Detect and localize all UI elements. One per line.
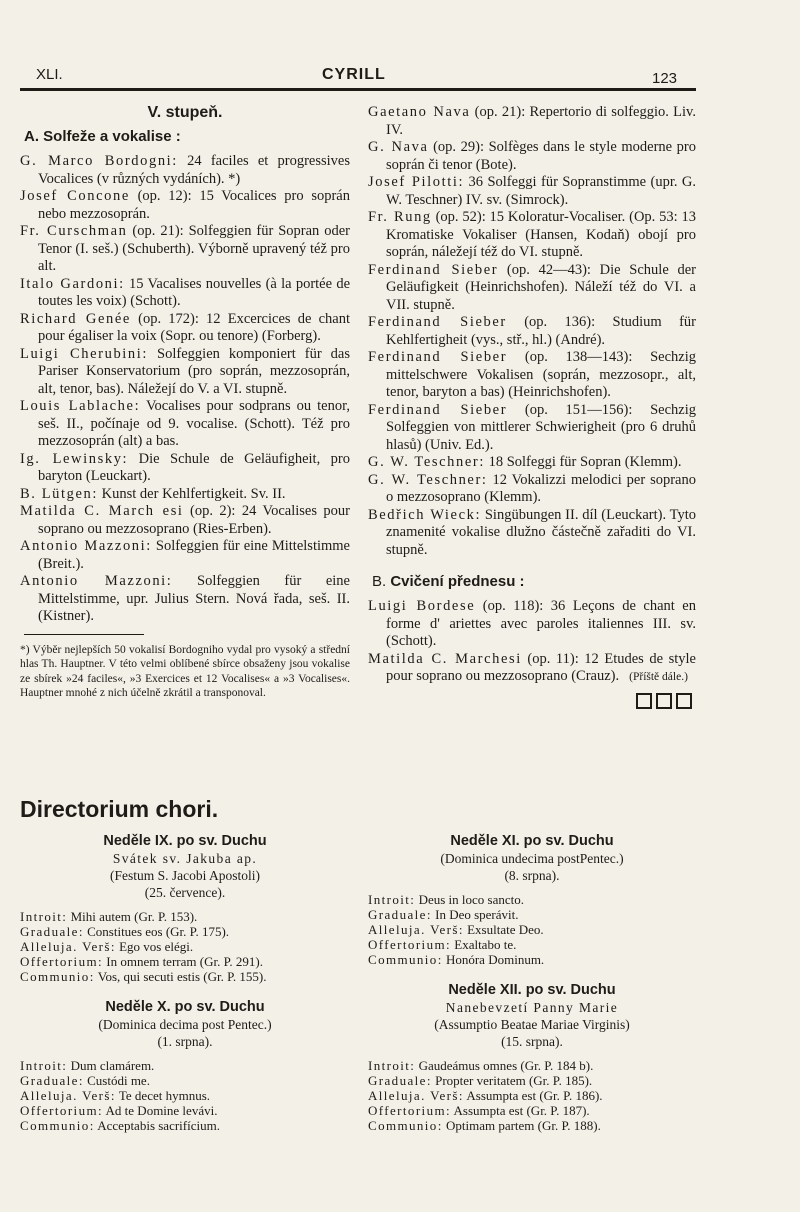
list-item [368, 209, 696, 262]
composer-name: Matilda C. Marchesi [368, 650, 522, 667]
entry-text: 24 faciles et progressives Vocalices (v různých vydáních). *) [38, 153, 350, 187]
list-item [20, 398, 350, 451]
spacer [368, 884, 696, 892]
composer-name: Gaetano Nava [368, 104, 471, 120]
feast-subtitle: (1. srpna). [157, 1034, 213, 1049]
entry-text: (op. 29): Solfèges dans le style moderne pro soprán či tenor (Bote). [386, 139, 697, 173]
proper-text: Vos, qui secuti estis (Gr. P. 155). [94, 969, 267, 984]
composer-name: Josef Concone [20, 188, 130, 204]
feast-subtitle: (15. srpna). [501, 1034, 563, 1049]
proper-text: Acceptabis sacrifícium. [94, 1118, 220, 1133]
section-a-heading: A. Solfeže a vokalise : [24, 128, 181, 145]
composer-name: Fr. Rung [368, 209, 432, 225]
entry-text: (op. 151—156): Sechzig Solfeggien von mittlerer Schwierigheit (pro 6 druhů hlasů) (Univ. Ed.). [386, 401, 696, 453]
proper-label: Introit: [368, 1058, 416, 1073]
spacer [20, 984, 350, 998]
composer-name: G. Marco Bordogni: [20, 153, 178, 169]
composer-name: Bedřich Wieck: [368, 506, 482, 523]
composer-name: Josef Pilotti: [368, 174, 465, 190]
entry-list [20, 153, 350, 626]
proper-text: Gaudeámus omnes (Gr. P. 184 b). [415, 1058, 594, 1073]
square-ornament [656, 693, 672, 709]
proper-text: Te decet hymnus. [115, 1088, 211, 1103]
proper-label: Introit: [20, 909, 68, 924]
proper-label: Alleluja. Verš: [20, 1088, 116, 1103]
composer-name: Ig. Lewinsky: [20, 450, 129, 467]
right-column [368, 104, 696, 714]
proper-label: Introit: [20, 1058, 68, 1073]
list-item [20, 311, 350, 346]
entry-text: (op. 11): 12 Etudes de style pour soprano ou mezzosoprano (Crauz). [386, 650, 696, 684]
composer-name: G. W. Teschner: [368, 454, 485, 470]
footnote-divider [24, 634, 144, 635]
proper-label: Offertorium: [20, 954, 103, 969]
entry-text: Solfeggien für eine Mittelstimme (Breit.). [38, 538, 350, 572]
square-ornament [636, 693, 652, 709]
feast-subtitle: (25. července). [144, 885, 226, 900]
feast-subtitle: (Dominica undecima postPentec.) [440, 851, 624, 866]
proper-text: Ad te Domine levávi. [103, 1103, 218, 1118]
list-item [20, 276, 350, 311]
left-column [20, 104, 350, 701]
list-item [20, 573, 350, 626]
proper-label: Introit: [368, 892, 416, 907]
composer-name: G. Nava [368, 139, 429, 155]
volume-number: XLI. [36, 66, 63, 83]
proper-text: Assumpta est (Gr. P. 186). [463, 1088, 603, 1103]
entry-text: (op. 2): 24 Vocalises pour soprano ou mezzosoprano (Ries-Erben). [38, 503, 350, 537]
proper-line [20, 1088, 350, 1103]
composer-name: Italo Gardoni: [20, 275, 125, 292]
list-item [20, 503, 350, 538]
feast-subtitle: (Festum S. Jacobi Apostoli) [109, 868, 260, 883]
entry-text: Die Schule de Geläufigheit, pro baryton (Leuckart). [38, 450, 351, 484]
entry-text: (op. 136): Studium für Kehlfertigheit (vys., stř., hl.) (André). [386, 314, 696, 348]
proper-line [20, 909, 350, 924]
list-item [368, 507, 696, 560]
square-ornament [676, 693, 692, 709]
entry-text: (op. 52): 15 Koloratur-Vocaliser. (Op. 53: 13 Kromatiske Vokaliser (Hansen, Kodaň) obojí pro soprán, náležejí též do VI. stupně. [386, 209, 696, 260]
list-item [368, 262, 696, 315]
proper-line [20, 1103, 350, 1118]
proper-text: Constitues eos (Gr. P. 175). [83, 924, 230, 939]
entry-list [368, 104, 696, 559]
proper-line [368, 1118, 696, 1133]
proper-label: Graduale: [368, 1073, 432, 1088]
running-header [20, 62, 696, 91]
composer-name: Luigi Cherubini: [20, 345, 149, 362]
proper-text: Propter veritatem (Gr. P. 185). [431, 1073, 593, 1088]
composer-name: Fr. Curschman [20, 223, 128, 239]
feast-heading: Neděle IX. po sv. Duchu [103, 833, 267, 849]
proper-line [368, 907, 696, 922]
entry-text: Singübungen II. díl (Leuckart). Tyto znamenité vokalise dlužno částečně zařaditi do VI. stupně. [386, 506, 696, 558]
list-item [20, 538, 350, 573]
entry-text: 36 Solfeggi für Sopranstimme (upr. G. W. Teschner) IV. sv. (Simrock). [386, 174, 696, 208]
journal-title: CYRILL [322, 66, 386, 83]
directorium-title: Directorium chori. [20, 796, 219, 822]
proper-line [20, 939, 350, 954]
feast-subtitle: (Assumptio Beatae Mariae Virginis) [434, 1017, 630, 1032]
proper-line [20, 954, 350, 969]
entry-text: (op. 118): 36 Leçons de chant en forme d' ariettes avec paroles italiennes III. sv. (Schott). [386, 598, 696, 649]
feast-subtitle: Nanebevzetí Panny Marie [445, 1000, 619, 1015]
feast-heading: Neděle XI. po sv. Duchu [450, 833, 614, 849]
list-item [368, 454, 696, 472]
proper-text: Ego vos elégi. [115, 939, 194, 954]
composer-name: Louis Lablache: [20, 398, 141, 414]
proper-label: Offertorium: [368, 937, 451, 952]
composer-name: Antonio Mazzoni: [20, 573, 173, 589]
proper-label: Alleluja. Verš: [368, 1088, 464, 1103]
entry-text: (op. 42—43): Die Schule der Geläufigkeit (Heinrichshofen). Náleží též do VI. a VII. stupně. [386, 261, 697, 313]
grade-heading: V. stupeň. [147, 104, 223, 121]
proper-line [20, 924, 350, 939]
entry-list [368, 598, 696, 687]
entry-text: (op. 21): Solfeggien für Sopran oder Tenor (I. seš.) (Schuberth). Výborně upravený též pro alt. [38, 223, 350, 274]
proper-label: Graduale: [20, 924, 84, 939]
spacer [368, 967, 696, 981]
spacer [20, 901, 350, 909]
proper-label: Communio: [20, 1118, 95, 1133]
list-item [20, 346, 350, 399]
proper-label: Communio: [368, 952, 443, 967]
composer-name: G. W. Teschner: [368, 471, 488, 488]
directorium-right-column [368, 832, 696, 1133]
composer-name: Matilda C. March esi [20, 503, 184, 519]
list-item [20, 223, 350, 276]
proper-label: Offertorium: [20, 1103, 103, 1118]
entry-text: 18 Solfeggi für Sopran (Klemm). [484, 454, 682, 470]
entry-text: Vocalises pour sodprans ou tenor, seš. II., počínaje od 9. vocalise. (Schott). Též pro mezzosoprán (alt) a bas. [38, 398, 350, 449]
list-item [368, 598, 696, 651]
proper-label: Alleluja. Verš: [20, 939, 116, 954]
proper-text: Mihi autem (Gr. P. 153). [67, 909, 198, 924]
entry-text: Solfeggien komponiert für das Pariser Konservatorium (pro soprán, mezzosoprán, alt, tenor, bas). Náležejí do V. a VI. stupně. [38, 345, 350, 397]
feast-subtitle: (Dominica decima post Pentec.) [98, 1017, 272, 1032]
composer-name: Ferdinand Sieber [368, 401, 508, 418]
list-item [368, 651, 696, 687]
composer-name: B. Lütgen: [20, 485, 99, 502]
section-b-title: Cvičení přednesu : [390, 573, 525, 590]
entry-text: (op. 172): 12 Excercices de chant pour égaliser la voix (Sopr. ou tenore) (Forberg). [38, 310, 350, 344]
proper-line [20, 1118, 350, 1133]
entry-text: (op. 21): Repertorio di solfeggio. Liv. IV. [386, 104, 696, 138]
composer-name: Antonio Mazzoni: [20, 538, 152, 554]
list-item [368, 402, 696, 455]
directorium-left-column [20, 832, 350, 1133]
proper-text: Dum clamárem. [67, 1058, 155, 1073]
proper-text: Exsultate Deo. [463, 922, 544, 937]
feast-heading: Neděle X. po sv. Duchu [105, 999, 265, 1015]
proper-label: Offertorium: [368, 1103, 451, 1118]
proper-text: Deus in loco sancto. [415, 892, 524, 907]
list-item [368, 139, 696, 174]
proper-line [368, 1058, 696, 1073]
composer-name: Ferdinand Sieber [368, 261, 499, 278]
proper-text: Exaltabo te. [451, 937, 517, 952]
proper-line [368, 1073, 696, 1088]
proper-text: Honóra Dominum. [442, 952, 545, 967]
proper-text: Assumpta est (Gr. P. 187). [451, 1103, 590, 1118]
list-item [368, 104, 696, 139]
list-item [20, 486, 350, 504]
entry-text: (op. 12): 15 Vocalices pro soprán nebo mezzosoprán. [38, 188, 350, 222]
entry-text: (op. 138—143): Sechzig mittelschwere Vokalisen (soprán, mezzosopr., alt, tenor, baryton a bas) (Heinrichshofen). [386, 349, 696, 400]
proper-line [368, 892, 696, 907]
end-ornament [368, 693, 696, 714]
list-item [368, 174, 696, 209]
continued-note: (Příště dále.) [629, 671, 688, 683]
proper-line [368, 1088, 696, 1103]
composer-name: Ferdinand Sieber [368, 314, 507, 330]
composer-name: Ferdinand Sieber [368, 349, 508, 365]
list-item [368, 472, 696, 507]
proper-label: Graduale: [20, 1073, 84, 1088]
proper-line [20, 1058, 350, 1073]
feast-heading: Neděle XII. po sv. Duchu [448, 982, 616, 998]
list-item [20, 451, 350, 486]
section-b-heading [368, 573, 696, 590]
page-number: 123 [652, 70, 678, 87]
proper-label: Alleluja. Verš: [368, 922, 464, 937]
feast-subtitle: (8. srpna). [504, 868, 560, 883]
feast-subtitle: Svátek sv. Jakuba ap. [112, 851, 258, 866]
proper-text: Optimam partem (Gr. P. 188). [442, 1118, 601, 1133]
proper-label: Graduale: [368, 907, 432, 922]
proper-text: In omnem terram (Gr. P. 291). [103, 954, 263, 969]
entry-text: 12 Vokalizzi melodici per soprano o mezzosoprano (Klemm). [386, 471, 696, 505]
section-b-letter: B. [372, 573, 391, 590]
entry-text: Solfeggien für eine Mittelstimme, upr. Julius Stern. Nová řada, seš. II. (Kistner). [38, 573, 350, 624]
proper-line [368, 1103, 696, 1118]
proper-text: In Deo sperávit. [431, 907, 519, 922]
entry-text: 15 Vacalises nouvelles (à la portée de toutes les voix) (Schott). [38, 275, 351, 309]
proper-line [20, 969, 350, 984]
composer-name: Richard Genée [20, 310, 131, 327]
proper-line [368, 922, 696, 937]
spacer [368, 1050, 696, 1058]
proper-line [368, 937, 696, 952]
entry-text: Kunst der Kehlfertigkeit. Sv. II. [98, 485, 286, 502]
footnote: *) Výběr nejlepších 50 vokalisí Bordogniho vydal pro vysoký a střední hlas Th. Hauptner. V této velmi oblíbené sbírce obsaženy jsou vokalise ze sbírek »24 faciles«, »3 Exercices et 12 Vocalises« a »3 Vocalises«. Hauptner mnohé z nich účelně zkrátil a transponoval. [20, 643, 350, 699]
list-item [368, 314, 696, 349]
list-item [20, 188, 350, 223]
proper-line [20, 1073, 350, 1088]
proper-label: Communio: [368, 1118, 443, 1133]
spacer [20, 1050, 350, 1058]
proper-label: Communio: [20, 969, 95, 984]
list-item [368, 349, 696, 402]
proper-text: Custódi me. [83, 1073, 150, 1088]
proper-line [368, 952, 696, 967]
composer-name: Luigi Bordese [368, 598, 476, 614]
list-item [20, 153, 350, 188]
